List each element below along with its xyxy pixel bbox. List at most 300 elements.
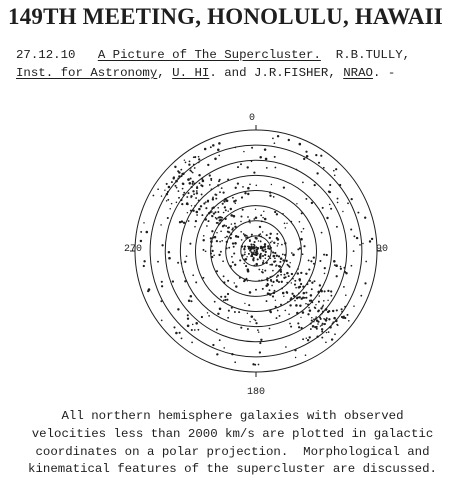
galaxy-point bbox=[274, 252, 276, 254]
galaxy-point bbox=[267, 245, 270, 248]
galaxy-point bbox=[247, 268, 250, 271]
galaxy-point bbox=[253, 218, 255, 220]
galaxy-point bbox=[311, 282, 313, 284]
galaxy-point bbox=[227, 280, 229, 282]
galaxy-point bbox=[314, 326, 316, 328]
galaxy-point bbox=[284, 223, 286, 225]
galaxy-point bbox=[251, 244, 253, 246]
galaxy-point bbox=[260, 240, 261, 241]
galaxy-point bbox=[227, 293, 229, 295]
galaxy-point bbox=[200, 205, 202, 207]
galaxy-point bbox=[231, 307, 233, 309]
galaxy-point bbox=[218, 180, 220, 182]
galaxy-point bbox=[244, 253, 246, 255]
galaxy-point bbox=[303, 158, 305, 160]
galaxy-point bbox=[259, 342, 261, 344]
galaxy-point bbox=[301, 212, 303, 214]
galaxy-point bbox=[196, 214, 198, 216]
galaxy-point bbox=[224, 206, 226, 208]
galaxy-point bbox=[273, 261, 275, 263]
abstract-line-1: All northern hemisphere galaxies with observed bbox=[61, 409, 404, 423]
galaxy-point bbox=[277, 135, 279, 137]
galaxy-point bbox=[192, 172, 194, 174]
galaxy-point bbox=[226, 241, 228, 243]
galaxy-point bbox=[179, 221, 181, 223]
galaxy-point bbox=[251, 236, 252, 237]
entry-affiliation-line bbox=[16, 66, 395, 80]
galaxy-point bbox=[194, 182, 196, 184]
galaxy-point bbox=[328, 190, 330, 192]
galaxy-point bbox=[339, 184, 341, 186]
galaxy-point bbox=[230, 208, 232, 210]
galaxy-point bbox=[226, 299, 228, 301]
galaxy-point bbox=[345, 272, 347, 274]
galaxy-point bbox=[333, 317, 336, 320]
galaxy-point bbox=[302, 182, 304, 184]
galaxy-point bbox=[323, 323, 325, 325]
galaxy-point bbox=[220, 251, 222, 253]
galaxy-point bbox=[251, 255, 253, 257]
galaxy-point bbox=[277, 245, 279, 247]
galaxy-point bbox=[197, 329, 199, 331]
galaxy-point bbox=[327, 300, 328, 301]
galaxy-point bbox=[186, 196, 188, 198]
galaxy-point bbox=[190, 195, 192, 197]
galaxy-point bbox=[320, 307, 322, 309]
galaxy-point bbox=[202, 239, 204, 241]
galaxy-point bbox=[181, 169, 183, 171]
galaxy-point bbox=[335, 264, 338, 267]
galaxy-point bbox=[278, 281, 280, 283]
galaxy-point bbox=[255, 289, 257, 291]
affiliation-sep-3: . - bbox=[372, 66, 396, 80]
galaxy-point bbox=[233, 215, 236, 218]
galaxy-point bbox=[161, 244, 163, 246]
galaxy-point bbox=[210, 253, 212, 255]
galaxy-point bbox=[247, 313, 248, 314]
galaxy-point bbox=[233, 246, 235, 248]
galaxy-point bbox=[166, 193, 168, 195]
galaxy-point bbox=[276, 213, 278, 215]
galaxy-point bbox=[309, 309, 312, 312]
galaxy-point bbox=[262, 231, 263, 232]
galaxy-point bbox=[281, 281, 283, 283]
galaxy-point bbox=[198, 199, 200, 201]
galaxy-point bbox=[188, 192, 190, 194]
galaxy-point bbox=[282, 292, 285, 295]
galaxy-point bbox=[287, 301, 288, 302]
galaxy-point bbox=[240, 163, 242, 165]
galaxy-point bbox=[311, 320, 313, 322]
galaxy-point bbox=[211, 188, 213, 190]
galaxy-point bbox=[274, 290, 276, 292]
galaxy-point bbox=[281, 287, 283, 289]
galaxy-point bbox=[216, 222, 218, 224]
galaxy-point bbox=[261, 249, 263, 251]
galaxy-point bbox=[298, 326, 300, 328]
galaxy-point bbox=[325, 309, 327, 311]
galaxy-point bbox=[270, 258, 271, 259]
galaxy-point bbox=[206, 225, 208, 227]
galaxy-point bbox=[198, 175, 199, 176]
galaxy-point bbox=[308, 269, 310, 271]
galaxy-point bbox=[371, 238, 373, 240]
polar-projection-figure bbox=[123, 105, 395, 405]
galaxy-point bbox=[315, 318, 317, 320]
galaxy-point bbox=[192, 274, 194, 276]
galaxy-point bbox=[183, 192, 185, 194]
galaxy-point bbox=[230, 237, 232, 239]
galaxy-point bbox=[239, 277, 241, 279]
galaxy-point bbox=[224, 237, 226, 239]
galaxy-point bbox=[351, 198, 353, 200]
galaxy-point bbox=[186, 202, 189, 205]
galaxy-point bbox=[279, 261, 281, 263]
galaxy-point bbox=[260, 236, 262, 238]
galaxy-point bbox=[337, 202, 339, 204]
galaxy-point bbox=[252, 252, 254, 254]
galaxy-point bbox=[249, 183, 251, 185]
galaxy-point bbox=[272, 270, 274, 272]
galaxy-point bbox=[247, 280, 248, 281]
galaxy-point bbox=[269, 264, 271, 266]
galaxy-point bbox=[224, 198, 227, 201]
galaxy-point bbox=[237, 166, 239, 168]
galaxy-point bbox=[364, 217, 366, 219]
galaxy-point bbox=[277, 310, 279, 312]
galaxy-point bbox=[335, 320, 337, 322]
galaxy-point bbox=[181, 262, 182, 263]
axis-label-bottom: 180 bbox=[246, 387, 266, 398]
galaxy-point bbox=[255, 237, 258, 240]
galaxy-point bbox=[288, 313, 290, 315]
galaxy-point bbox=[282, 254, 284, 256]
galaxy-point bbox=[321, 337, 323, 339]
galaxy-point bbox=[198, 156, 200, 158]
galaxy-point bbox=[195, 220, 197, 222]
galaxy-point bbox=[269, 191, 271, 193]
galaxy-point bbox=[291, 273, 293, 275]
galaxy-point bbox=[261, 220, 263, 222]
galaxy-point bbox=[328, 331, 330, 333]
galaxy-point bbox=[303, 228, 305, 230]
galaxy-point bbox=[240, 327, 242, 329]
galaxy-point bbox=[299, 221, 301, 223]
galaxy-point bbox=[175, 180, 178, 183]
galaxy-point bbox=[140, 231, 142, 233]
galaxy-point bbox=[264, 243, 266, 245]
galaxy-point bbox=[249, 291, 252, 294]
galaxy-point bbox=[190, 295, 193, 298]
abstract-line-3: coordinates on a polar projection. Morphological and bbox=[35, 444, 430, 459]
galaxy-point bbox=[157, 188, 159, 190]
galaxy-point bbox=[356, 237, 358, 239]
galaxy-point bbox=[310, 323, 312, 325]
galaxy-point bbox=[347, 202, 349, 204]
galaxy-point bbox=[234, 264, 236, 266]
galaxy-point bbox=[289, 304, 291, 306]
galaxy-point bbox=[342, 316, 345, 319]
galaxy-point bbox=[198, 162, 200, 164]
galaxy-point bbox=[203, 235, 205, 237]
galaxy-point bbox=[161, 195, 162, 196]
galaxy-point bbox=[311, 202, 313, 204]
galaxy-point bbox=[211, 245, 213, 247]
axis-label-right: 90 bbox=[376, 244, 389, 255]
galaxy-point bbox=[148, 288, 151, 291]
galaxy-point bbox=[265, 251, 267, 253]
galaxy-point bbox=[233, 252, 235, 254]
galaxy-point bbox=[215, 198, 217, 200]
galaxy-point bbox=[235, 187, 237, 189]
galaxy-point bbox=[286, 272, 289, 275]
galaxy-point bbox=[318, 162, 320, 164]
galaxy-point bbox=[234, 223, 236, 225]
galaxy-point bbox=[255, 319, 257, 321]
galaxy-point bbox=[223, 300, 225, 302]
galaxy-point bbox=[266, 262, 268, 264]
galaxy-point bbox=[321, 313, 323, 315]
galaxy-point bbox=[231, 353, 233, 355]
galaxy-point bbox=[211, 256, 213, 258]
galaxy-point bbox=[220, 296, 222, 298]
galaxy-point bbox=[280, 257, 283, 260]
galaxy-point bbox=[325, 341, 327, 343]
galaxy-point bbox=[202, 277, 204, 279]
galaxy-point bbox=[223, 212, 225, 214]
ring-8 bbox=[135, 130, 377, 372]
galaxy-point bbox=[237, 236, 239, 238]
galaxy-point bbox=[180, 175, 182, 177]
galaxy-point bbox=[182, 271, 184, 273]
galaxy-point bbox=[268, 255, 270, 257]
galaxy-point bbox=[263, 211, 264, 212]
galaxy-point bbox=[225, 247, 227, 249]
galaxy-point bbox=[273, 242, 275, 244]
affiliation-ifa: Inst. for Astronomy bbox=[16, 66, 158, 80]
galaxy-point bbox=[284, 274, 286, 276]
galaxy-point bbox=[307, 339, 309, 341]
galaxy-point bbox=[271, 276, 273, 278]
galaxy-point bbox=[219, 308, 222, 311]
galaxy-point bbox=[271, 184, 272, 185]
galaxy-point bbox=[311, 288, 313, 290]
galaxy-point bbox=[320, 314, 322, 316]
galaxy-point bbox=[337, 198, 339, 200]
galaxy-point bbox=[176, 187, 178, 189]
galaxy-point bbox=[254, 250, 256, 252]
galaxy-point bbox=[266, 167, 268, 169]
galaxy-point bbox=[258, 331, 260, 333]
galaxy-point bbox=[166, 200, 167, 201]
galaxy-point bbox=[195, 197, 197, 199]
galaxy-point bbox=[233, 200, 236, 203]
galaxy-point bbox=[225, 209, 227, 211]
galaxy-point bbox=[228, 310, 230, 312]
galaxy-point bbox=[187, 314, 189, 316]
galaxy-point bbox=[167, 199, 169, 201]
galaxy-point bbox=[360, 295, 362, 297]
galaxy-point bbox=[336, 309, 338, 311]
galaxy-point bbox=[243, 151, 244, 152]
galaxy-point bbox=[249, 219, 251, 221]
galaxy-point bbox=[319, 260, 321, 262]
galaxy-point bbox=[203, 249, 205, 251]
galaxy-point bbox=[340, 268, 342, 270]
galaxy-point bbox=[279, 265, 281, 267]
galaxy-point bbox=[313, 263, 315, 265]
galaxy-point bbox=[221, 240, 223, 242]
galaxy-point bbox=[278, 255, 280, 257]
abstract-line-2: velocities less than 2000 km/s are plotted in galactic bbox=[31, 426, 434, 441]
affiliation-sep-1: , bbox=[157, 66, 165, 80]
galaxy-point bbox=[214, 301, 216, 303]
galaxy-point bbox=[275, 265, 277, 267]
galaxy-point bbox=[295, 304, 298, 307]
galaxy-point bbox=[189, 182, 192, 185]
galaxy-point bbox=[307, 303, 309, 305]
galaxy-point bbox=[323, 254, 325, 256]
ring-2 bbox=[226, 221, 287, 282]
galaxy-point bbox=[308, 307, 310, 309]
galaxy-point bbox=[181, 337, 183, 339]
galaxy-point bbox=[253, 172, 255, 174]
galaxy-point bbox=[212, 197, 214, 199]
galaxy-point bbox=[203, 202, 205, 204]
galaxy-point bbox=[211, 215, 213, 217]
galaxy-point bbox=[300, 238, 303, 241]
galaxy-point bbox=[340, 266, 342, 268]
galaxy-point bbox=[214, 158, 217, 161]
galaxy-point bbox=[314, 280, 316, 282]
galaxy-point bbox=[350, 228, 352, 230]
galaxy-point bbox=[218, 155, 220, 157]
galaxy-point bbox=[300, 317, 301, 318]
galaxy-point bbox=[251, 247, 253, 249]
galaxy-point bbox=[218, 254, 220, 256]
galaxy-point bbox=[343, 267, 345, 269]
galaxy-point bbox=[211, 230, 213, 232]
galaxy-point bbox=[217, 149, 220, 152]
galaxy-point bbox=[288, 139, 290, 141]
galaxy-point bbox=[344, 306, 346, 308]
galaxy-point bbox=[160, 300, 162, 302]
galaxy-point bbox=[328, 310, 330, 312]
galaxy-point bbox=[276, 317, 278, 319]
galaxy-point bbox=[274, 156, 276, 158]
galaxy-point bbox=[294, 349, 296, 351]
galaxy-point bbox=[341, 311, 343, 313]
galaxy-point bbox=[259, 256, 261, 258]
galaxy-point bbox=[331, 338, 333, 340]
galaxy-point bbox=[317, 323, 319, 325]
galaxy-point bbox=[285, 276, 287, 278]
galaxy-point bbox=[293, 295, 295, 297]
galaxy-point bbox=[320, 155, 322, 157]
galaxy-point bbox=[143, 265, 145, 267]
galaxy-point bbox=[241, 196, 243, 198]
galaxy-point bbox=[266, 279, 268, 281]
galaxy-point bbox=[227, 210, 228, 211]
galaxy-point bbox=[346, 314, 348, 316]
galaxy-point bbox=[223, 281, 225, 283]
galaxy-point bbox=[322, 207, 324, 209]
galaxy-point bbox=[143, 222, 144, 223]
galaxy-point bbox=[185, 162, 187, 164]
galaxy-point bbox=[314, 307, 316, 309]
galaxy-point bbox=[271, 285, 273, 287]
galaxy-point bbox=[294, 280, 296, 282]
galaxy-point bbox=[243, 248, 245, 250]
author-fisher: and J.R.FISHER, bbox=[224, 66, 336, 80]
galaxy-point bbox=[212, 344, 214, 346]
galaxy-point bbox=[244, 303, 245, 304]
galaxy-point bbox=[192, 181, 194, 183]
galaxy-point bbox=[187, 212, 188, 213]
galaxy-point bbox=[251, 315, 254, 318]
galaxy-point bbox=[249, 321, 250, 322]
galaxy-point bbox=[267, 292, 269, 294]
galaxy-point bbox=[324, 267, 326, 269]
galaxy-point bbox=[272, 138, 274, 140]
galaxy-point bbox=[246, 235, 248, 237]
galaxy-point bbox=[189, 161, 191, 163]
galaxy-point bbox=[276, 233, 278, 235]
galaxy-point bbox=[264, 148, 267, 151]
galaxy-point bbox=[256, 185, 258, 187]
galaxy-point bbox=[255, 263, 258, 266]
galaxy-point bbox=[329, 184, 331, 186]
galaxy-point bbox=[205, 207, 207, 209]
galaxy-point bbox=[194, 329, 196, 331]
galaxy-point bbox=[219, 223, 221, 225]
galaxy-point bbox=[194, 167, 196, 169]
galaxy-point bbox=[194, 226, 196, 228]
galaxy-point bbox=[319, 295, 321, 297]
galaxy-point bbox=[289, 262, 290, 263]
galaxy-point bbox=[188, 299, 191, 302]
galaxy-point bbox=[244, 279, 246, 281]
galaxy-point bbox=[280, 274, 282, 276]
galaxy-point bbox=[235, 203, 236, 204]
galaxy-point bbox=[270, 281, 272, 283]
galaxy-point bbox=[342, 211, 343, 212]
galaxy-point bbox=[270, 242, 272, 244]
galaxy-point bbox=[291, 252, 293, 254]
galaxy-point bbox=[174, 166, 176, 168]
galaxy-point bbox=[184, 280, 186, 282]
galaxy-point bbox=[313, 321, 315, 323]
galaxy-point bbox=[313, 318, 315, 320]
galaxy-point bbox=[291, 221, 293, 223]
galaxy-point bbox=[190, 210, 192, 212]
galaxy-point bbox=[247, 193, 249, 195]
galaxy-point bbox=[201, 316, 203, 318]
galaxy-point bbox=[279, 269, 281, 271]
galaxy-point bbox=[262, 217, 264, 219]
galaxy-point bbox=[273, 255, 276, 258]
galaxy-point bbox=[244, 251, 246, 253]
galaxy-point bbox=[305, 198, 307, 200]
galaxy-point bbox=[248, 304, 250, 306]
galaxy-point bbox=[283, 186, 285, 188]
galaxy-point bbox=[234, 226, 236, 228]
galaxy-point bbox=[290, 326, 292, 328]
galaxy-point bbox=[286, 223, 287, 224]
galaxy-point bbox=[196, 211, 199, 214]
galaxy-point bbox=[343, 286, 345, 288]
galaxy-point bbox=[213, 206, 215, 208]
